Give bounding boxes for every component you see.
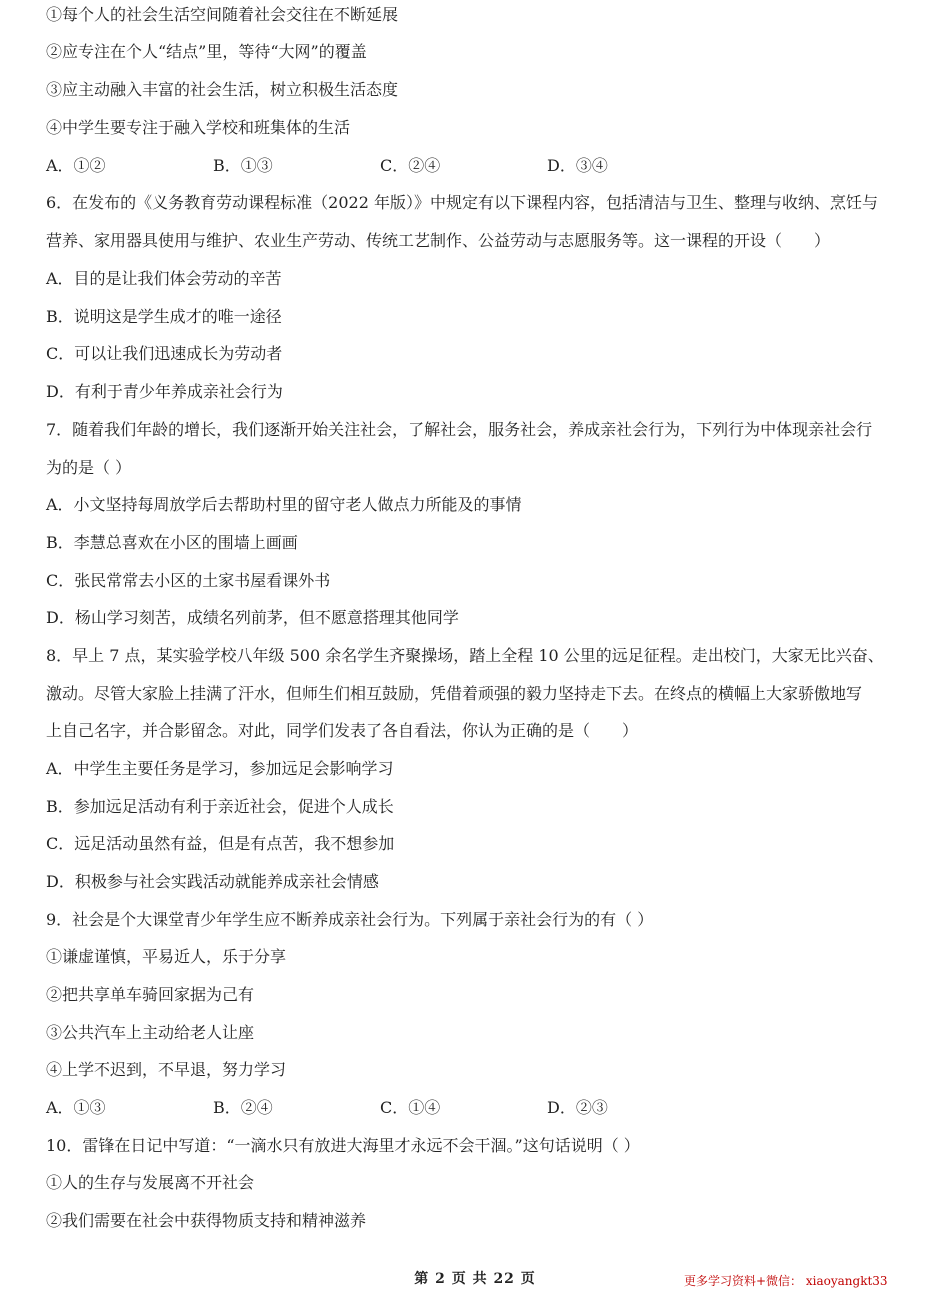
question-9-statement-1: ①谦虚谨慎，平易近人，乐于分享 <box>46 947 287 966</box>
option-d[interactable]: D．③④ <box>547 156 608 175</box>
option-b[interactable]: B．①③ <box>213 156 273 175</box>
question-8-stem-line-3: 上自己名字，并合影留念。对此，同学们发表了各自看法，你认为正确的是（ ） <box>46 721 639 740</box>
question-7-stem-line-2: 为的是（ ） <box>46 458 132 477</box>
question-7-option-b[interactable]: B．李慧总喜欢在小区的围墙上画画 <box>46 533 298 552</box>
question-8-option-a[interactable]: A．中学生主要任务是学习，参加远足会影响学习 <box>46 759 394 778</box>
question-7-option-c[interactable]: C．张民常常去小区的土家书屋看课外书 <box>46 571 331 590</box>
question-6-option-c[interactable]: C．可以让我们迅速成长为劳动者 <box>46 344 283 363</box>
question-10-statement-2: ②我们需要在社会中获得物质支持和精神滋养 <box>46 1211 367 1230</box>
option-a[interactable]: A．①② <box>46 156 106 175</box>
question-9-option-a[interactable]: A．①③ <box>46 1098 106 1117</box>
statement-4: ④中学生要专注于融入学校和班集体的生活 <box>46 118 351 137</box>
question-9-stem: 9．社会是个大课堂青少年学生应不断养成亲社会行为。下列属于亲社会行为的有（ ） <box>46 910 654 929</box>
question-7-stem-line-1: 7．随着我们年龄的增长，我们逐渐开始关注社会，了解社会，服务社会，养成亲社会行为，下列行为中体现亲社会行 <box>46 420 873 439</box>
question-8-option-d[interactable]: D．积极参与社会实践活动就能养成亲社会情感 <box>46 872 379 891</box>
question-7-option-a[interactable]: A．小文坚持每周放学后去帮助村里的留守老人做点力所能及的事情 <box>46 495 522 514</box>
question-9-option-b[interactable]: B．②④ <box>213 1098 273 1117</box>
question-6-option-b[interactable]: B．说明这是学生成才的唯一途径 <box>46 307 282 326</box>
question-6-stem-line-2: 营养、家用器具使用与维护、农业生产劳动、传统工艺制作、公益劳动与志愿服务等。这一课程的开设（ ） <box>46 231 831 250</box>
question-10-statement-1: ①人的生存与发展离不开社会 <box>46 1173 255 1192</box>
question-6-stem-line-1: 6．在发布的《义务教育劳动课程标准（2022 年版）》中规定有以下课程内容，包括清洁与卫生、整理与收纳、烹饪与 <box>46 193 878 212</box>
question-6-option-a[interactable]: A．目的是让我们体会劳动的辛苦 <box>46 269 282 288</box>
question-8-option-b[interactable]: B．参加远足活动有利于亲近社会，促进个人成长 <box>46 797 394 816</box>
question-9-statement-2: ②把共享单车骑回家据为己有 <box>46 985 255 1004</box>
question-9-statement-3: ③公共汽车上主动给老人让座 <box>46 1023 255 1042</box>
statement-2: ②应专注在个人“结点”里，等待“大网”的覆盖 <box>46 42 367 61</box>
question-8-option-c[interactable]: C．远足活动虽然有益，但是有点苦，我不想参加 <box>46 834 395 853</box>
question-7-option-d[interactable]: D．杨山学习刻苦，成绩名列前茅，但不愿意搭理其他同学 <box>46 608 459 627</box>
statement-3: ③应主动融入丰富的社会生活，树立积极生活态度 <box>46 80 399 99</box>
statement-1: ①每个人的社会生活空间随着社会交往在不断延展 <box>46 5 399 24</box>
question-9-option-d[interactable]: D．②③ <box>547 1098 608 1117</box>
question-8-stem-line-1: 8．早上 7 点，某实验学校八年级 500 余名学生齐聚操场，踏上全程 10 公里的远足征程。走出校门，大家无比兴奋、 <box>46 646 884 665</box>
promo-text: 更多学习资料+微信： xiaoyangkt33 <box>684 1274 888 1288</box>
page-number: 第 2 页 共 22 页 <box>414 1271 536 1287</box>
question-8-stem-line-2: 激动。尽管大家脸上挂满了汗水，但师生们相互鼓励，凭借着顽强的毅力坚持走下去。在终点的横幅上大家骄傲地写 <box>46 684 863 703</box>
question-9-statement-4: ④上学不迟到，不早退，努力学习 <box>46 1060 287 1079</box>
option-c[interactable]: C．②④ <box>380 156 441 175</box>
question-9-option-c[interactable]: C．①④ <box>380 1098 441 1117</box>
question-10-stem: 10．雷锋在日记中写道：“一滴水只有放进大海里才永远不会干涸。”这句话说明（ ） <box>46 1136 640 1155</box>
question-6-option-d[interactable]: D．有利于青少年养成亲社会行为 <box>46 382 283 401</box>
